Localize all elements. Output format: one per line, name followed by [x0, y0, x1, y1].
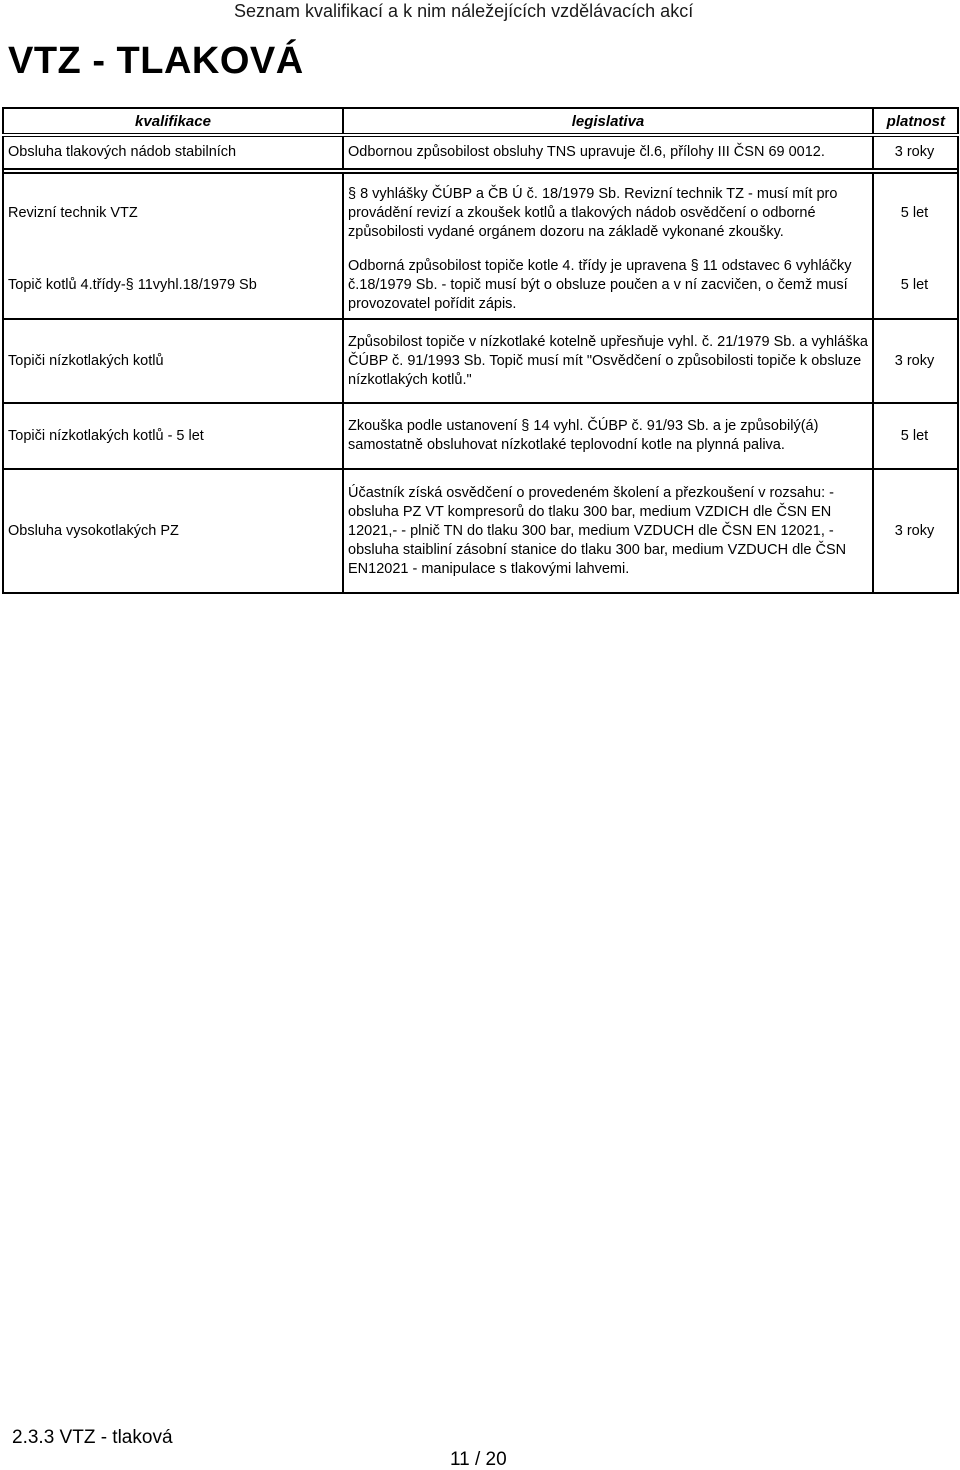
- table-header-row: [3, 108, 958, 135]
- document-title: VTZ - TLAKOVÁ: [8, 40, 304, 82]
- platnost-cell: 3 roky: [873, 469, 958, 593]
- table-row: [3, 469, 958, 593]
- column-header-legislativa: legislativa: [343, 108, 873, 135]
- table-row: [3, 403, 958, 469]
- legislativa-cell: Zkouška podle ustanovení § 14 vyhl. ČÚBP č. 91/93 Sb. a je způsobilý(á) samostatně obsluhovat nízkotlaké teplovodní kotle na plynná paliva.: [343, 403, 873, 469]
- legislativa-cell: Způsobilost topiče v nízkotlaké kotelně upřesňuje vyhl. č. 21/1979 Sb. a vyhláška ČÚBP č. 91/1993 Sb. Topič musí mít "Osvědčení o způsobilosti topiče k obsluze nízkotlakých kotlů.": [343, 319, 873, 403]
- legislativa-cell: Odbornou způsobilost obsluhy TNS upravuje čl.6, přílohy III ČSN 69 0012.: [343, 135, 873, 169]
- kvalifikace-cell: Topič kotlů 4.třídy-§ 11vyhl.18/1979 Sb: [3, 253, 343, 319]
- qualification-table: [2, 107, 959, 594]
- platnost-cell: 3 roky: [873, 319, 958, 403]
- platnost-cell: 5 let: [873, 173, 958, 253]
- platnost-cell: 5 let: [873, 253, 958, 319]
- table-row: [3, 173, 958, 253]
- kvalifikace-cell: Revizní technik VTZ: [3, 173, 343, 253]
- kvalifikace-cell: Obsluha tlakových nádob stabilních: [3, 135, 343, 169]
- kvalifikace-cell: Topiči nízkotlakých kotlů: [3, 319, 343, 403]
- table-row: [3, 253, 958, 319]
- column-header-platnost: platnost: [873, 108, 958, 135]
- legislativa-cell: Odborná způsobilost topiče kotle 4. třídy je upravena § 11 odstavec 6 vyhláčky č.18/1979 Sb. - topič musí být o obsluze poučen a v ní zacvičen, o čemž musí provozovatel pořídit zápis.: [343, 253, 873, 319]
- kvalifikace-cell: Obsluha vysokotlakých PZ: [3, 469, 343, 593]
- table-row: [3, 319, 958, 403]
- platnost-cell: 5 let: [873, 403, 958, 469]
- document-subtitle: Seznam kvalifikací a k nim náležejících vzdělávacích akcí: [234, 1, 694, 21]
- kvalifikace-cell: Topiči nízkotlakých kotlů - 5 let: [3, 403, 343, 469]
- legislativa-cell: § 8 vyhlášky ČÚBP a ČB Ú č. 18/1979 Sb. Revizní technik TZ - musí mít pro provádění revizí a zkoušek kotlů a tlakových nádob osvědčení o odborné způsobilosti vydané orgánem dozoru na základě vykonané zkoušky.: [343, 173, 873, 253]
- platnost-cell: 3 roky: [873, 135, 958, 169]
- legislativa-cell: Účastník získá osvědčení o provedeném školení a přezkoušení v rozsahu: - obsluha PZ VT kompresorů do tlaku 300 bar, medium VZDICH dle ČSN EN 12021,- - plnič TN do tlaku 300 bar, medium VZDUCH dle ČSN EN 12021, - obsluha staibliní zásobní stanice do tlaku 300 bar, medium VZDUCH dle ČSN EN12021 - manipulace s tlakovými lahvemi.: [343, 469, 873, 593]
- column-header-kvalifikace: kvalifikace: [3, 108, 343, 135]
- page-number: 11 / 20: [450, 1449, 507, 1470]
- table-row: [3, 135, 958, 169]
- footer-section-label: 2.3.3 VTZ - tlaková: [12, 1427, 173, 1448]
